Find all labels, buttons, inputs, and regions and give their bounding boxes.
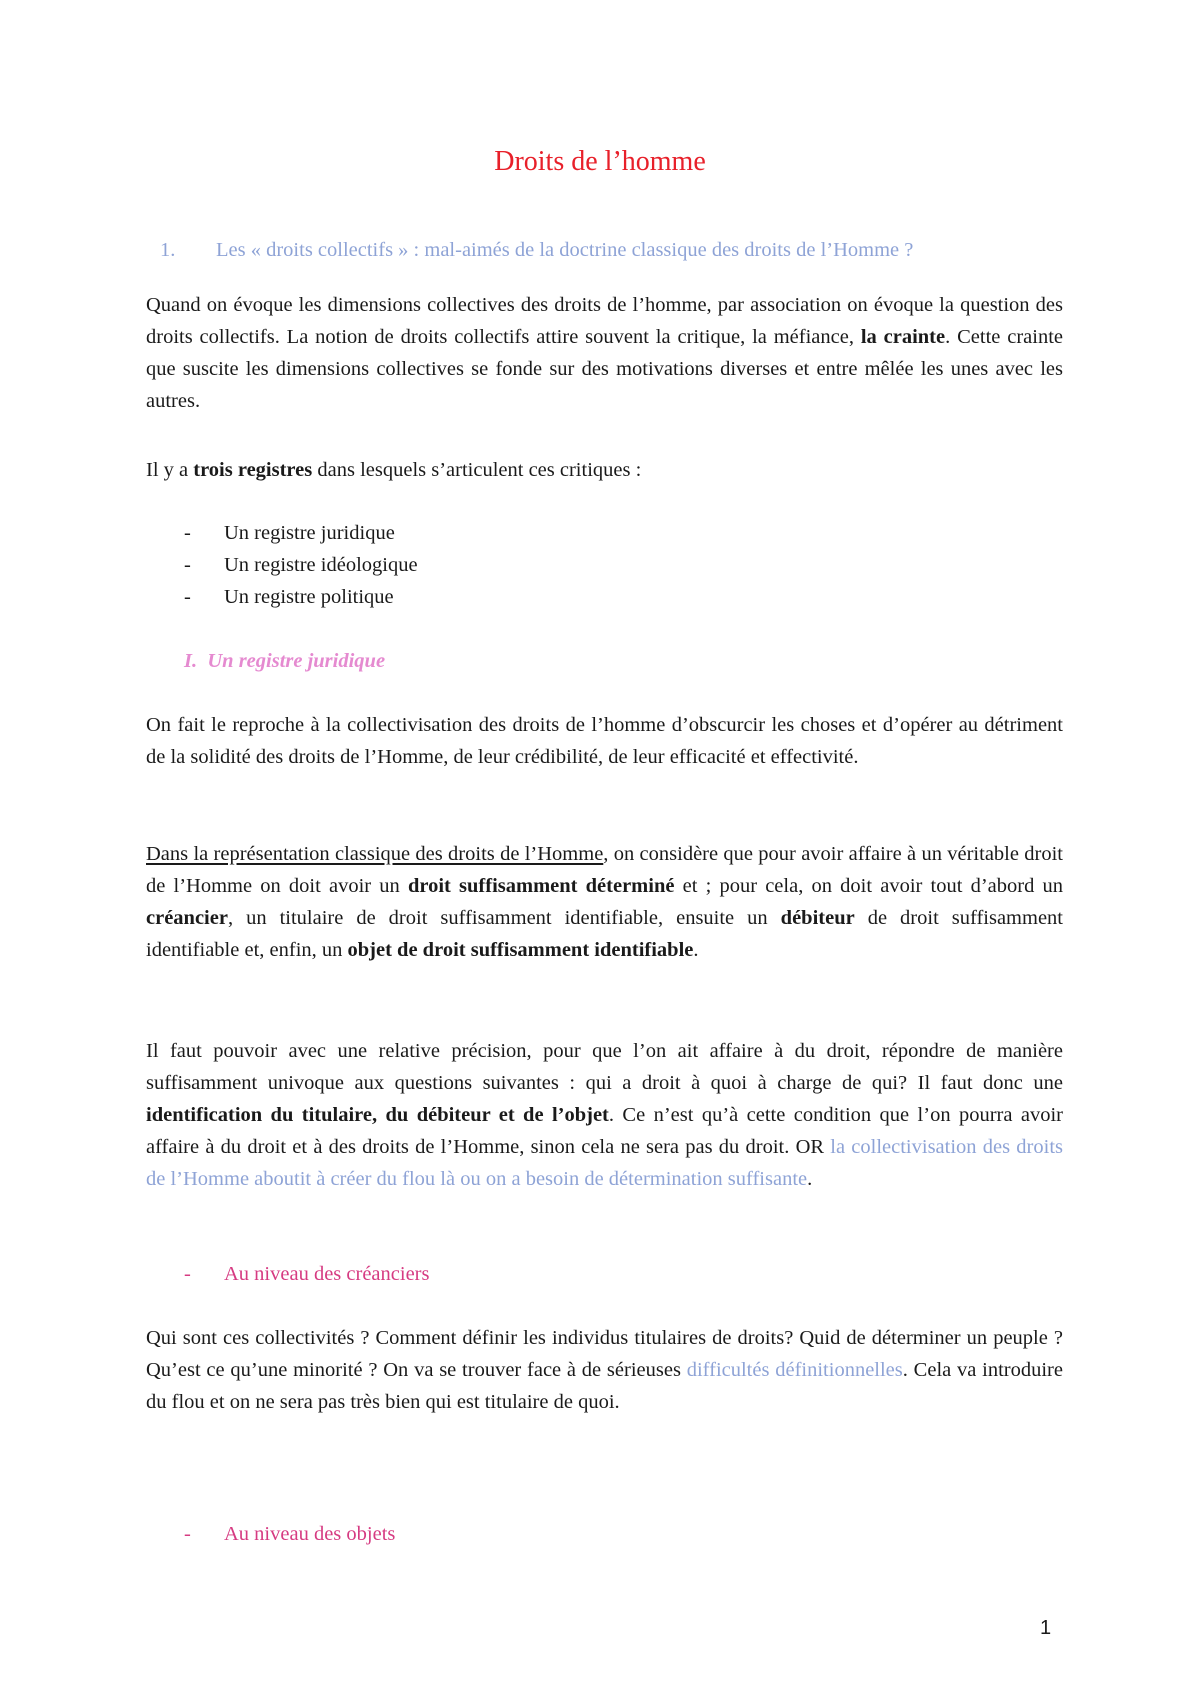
paragraph-text: Qui sont ces collectivités ? Comment définir les individus titulaires de droits? Quid de déterminer un peuple ? Qu’est ce qu’une minorité ? On va se trouver face à de sérieuses [146, 1327, 1063, 1381]
paragraph-registres [146, 454, 1063, 486]
bullet-text: Au niveau des créanciers [224, 1263, 430, 1285]
paragraph-text: On fait le reproche à la collectivisation des droits de l’homme d’obscurcir les choses et d’opérer au détriment de la solidité des droits de l’Homme, de leur crédibilité, de leur efficacité et effectivité. [146, 714, 1063, 768]
dash-bullet: - [184, 1523, 191, 1545]
subheading-registre-juridique [184, 645, 1101, 677]
bold-text: créancier [146, 907, 228, 929]
paragraph-text: , un titulaire de droit suffisamment identifiable, ensuite un [227, 907, 781, 929]
paragraph-text: . [693, 939, 699, 961]
paragraph-representation [146, 838, 1063, 966]
highlighted-text: la collectivisation des droits de l’Homme aboutit à créer du flou là ou on a besoin de détermination suffisante [146, 1136, 1064, 1190]
paragraph-text: . [807, 1168, 813, 1190]
bold-text: la crainte [860, 326, 946, 348]
list-item-text: Un registre politique [224, 586, 394, 608]
bold-text: débiteur [780, 907, 855, 929]
document-title: Droits de l’homme [494, 146, 706, 177]
dash-bullet: - [184, 1263, 191, 1285]
bullet-creanciers [146, 1258, 1063, 1290]
list-item [146, 549, 1063, 581]
subheading-text: Un registre juridique [207, 650, 386, 672]
bold-text: droit suffisamment déterminé [407, 875, 675, 897]
paragraph-reproche [146, 709, 1063, 773]
bold-text: objet de droit suffisamment identifiable [347, 939, 694, 961]
paragraph-text: Il y a [146, 459, 194, 481]
list-item [146, 517, 1063, 549]
bold-text: trois registres [193, 459, 313, 481]
section-number: 1. [160, 239, 176, 261]
paragraph-text: dans lesquels s’articulent ces critiques : [312, 459, 642, 481]
section-heading-text: Les « droits collectifs » : mal-aimés de la doctrine classique des droits de l’Homme ? [216, 239, 914, 261]
dash-bullet: - [184, 586, 191, 608]
dash-bullet: - [184, 554, 191, 576]
list-item-text: Un registre juridique [224, 522, 395, 544]
dash-bullet: - [184, 522, 191, 544]
registres-list [146, 517, 1063, 613]
list-item-text: Un registre idéologique [224, 554, 418, 576]
page-number: 1 [1040, 1617, 1052, 1639]
highlighted-text: difficultés définitionnelles [686, 1359, 903, 1381]
paragraph-intro [146, 289, 1063, 417]
subheading-number: I. [184, 650, 198, 672]
section-heading-1 [146, 234, 913, 266]
paragraph-precision [146, 1035, 1063, 1195]
paragraph-text: et ; pour cela, on doit avoir tout d’abord un [674, 875, 1064, 897]
underlined-text: Dans la représentation classique des droits de l’Homme [146, 843, 604, 865]
paragraph-text: , on considère que pour avoir affaire à un véritable droit de l’Homme on doit avoir un [146, 843, 1063, 897]
paragraph-collectivites [146, 1322, 1063, 1418]
paragraph-text: . Cela va introduire du flou et on ne sera pas très bien qui est titulaire de quoi. [146, 1359, 1063, 1413]
paragraph-text: de droit suffisamment identifiable et, enfin, un [146, 907, 1063, 961]
paragraph-text: . Cette crainte que suscite les dimensions collectives se fonde sur des motivations diverses et entre mêlée les unes avec les autres. [146, 326, 1063, 412]
bold-text: identification du titulaire, du débiteur et de l’objet [146, 1104, 609, 1126]
paragraph-text: Quand on évoque les dimensions collectives des droits de l’homme, par association on évoque la question des droits collectifs. La notion de droits collectifs attire souvent la critique, la méfiance, [146, 294, 1063, 348]
paragraph-text: Il faut pouvoir avec une relative précision, pour que l’on ait affaire à du droit, répondre de manière suffisamment univoque aux questions suivantes : qui a droit à quoi à charge de qui? Il faut donc une [146, 1040, 1063, 1094]
bullet-text: Au niveau des objets [224, 1523, 396, 1545]
bullet-objets [146, 1518, 1063, 1550]
paragraph-text: . Ce n’est qu’à cette condition que l’on pourra avoir affaire à du droit et à des droits de l’Homme, sinon cela ne sera pas du droit. OR [146, 1104, 1063, 1158]
list-item [146, 581, 1063, 613]
